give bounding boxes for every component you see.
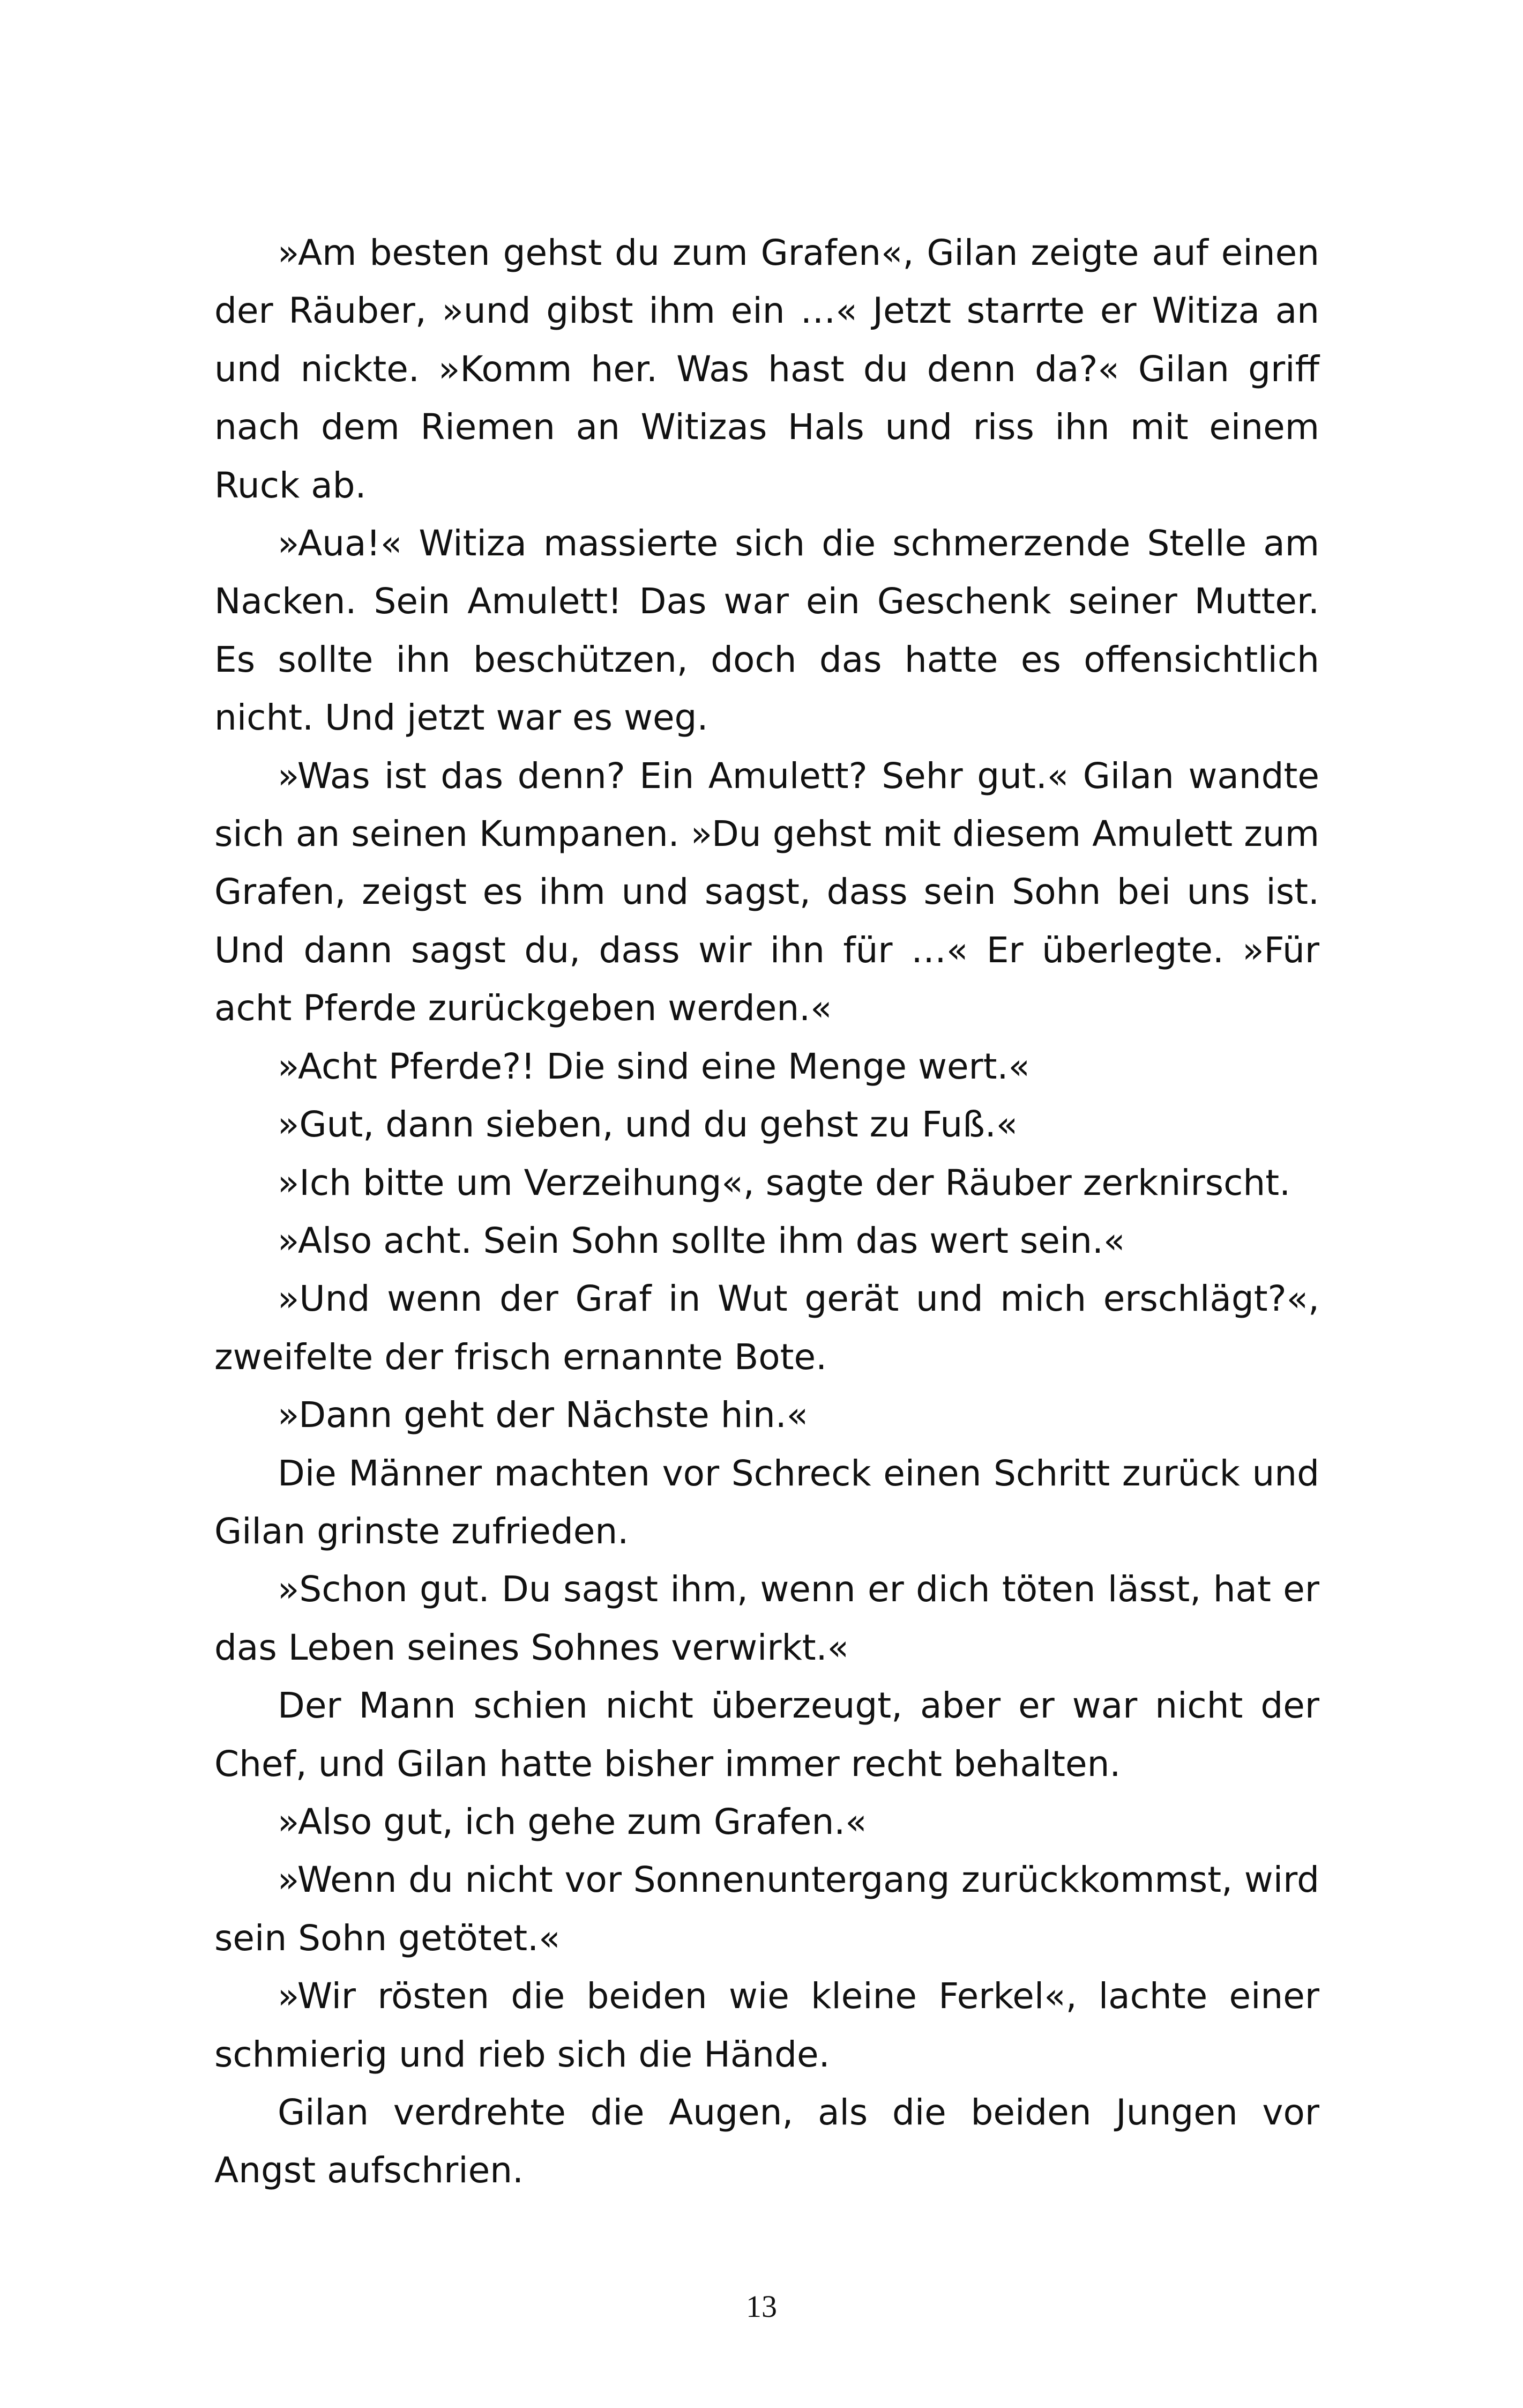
paragraph: »Wir rösten die beiden wie kleine Ferkel«, lachte einer schmierig und rieb sich die Hände.	[214, 1975, 1319, 2075]
paragraph: »Also acht. Sein Sohn sollte ihm das wert sein.«	[278, 1220, 1125, 1261]
paragraph: Der Mann schien nicht überzeugt, aber er war nicht der Chef, und Gilan hatte bisher immer recht behalten.	[214, 1685, 1319, 1785]
paragraph: »Dann geht der Nächste hin.«	[278, 1394, 809, 1436]
paragraph: »Wenn du nicht vor Sonnenuntergang zurückkommst, wird sein Sohn getötet.«	[214, 1859, 1319, 1959]
page-number: 13	[746, 2289, 777, 2324]
paragraph: »Am besten gehst du zum Grafen«, Gilan zeigte auf einen der Räuber, »und gibst ihm ein …« Jetzt starrte er Witiza an und nickte. »Komm her. Was hast du denn da?« Gilan griff nach dem Riemen an Witizas Hals und riss ihn mit einem Ruck ab.	[214, 232, 1319, 506]
paragraph: »Und wenn der Graf in Wut gerät und mich erschlägt?«, zweifelte der frisch ernannte Bote.	[214, 1278, 1319, 1378]
paragraph: »Aua!« Witiza massierte sich die schmerzende Stelle am Nacken. Sein Amulett! Das war ein Geschenk seiner Mutter. Es sollte ihn beschützen, doch das hatte es offensichtlich nicht. Und jetzt war es weg.	[214, 523, 1319, 739]
paragraph: Gilan verdrehte die Augen, als die beiden Jungen vor Angst aufschrien.	[214, 2092, 1319, 2191]
body-text	[214, 224, 1319, 2200]
paragraph: »Acht Pferde?! Die sind eine Menge wert.«	[278, 1045, 1030, 1087]
paragraph: »Ich bitte um Verzeihung«, sagte der Räuber zerknirscht.	[278, 1162, 1291, 1203]
paragraph: »Was ist das denn? Ein Amulett? Sehr gut.« Gilan wandte sich an seinen Kumpanen. »Du gehst mit diesem Amulett zum Grafen, zeigst es ihm und sagst, dass sein Sohn bei uns ist. Und dann sagst du, dass wir ihn für …« Er überlegte. »Für acht Pferde zurückgeben werden.«	[214, 755, 1319, 1029]
paragraph: »Schon gut. Du sagst ihm, wenn er dich töten lässt, hat er das Leben seines Sohnes verwirkt.«	[214, 1569, 1319, 1668]
paragraph: »Also gut, ich gehe zum Grafen.«	[278, 1801, 867, 1842]
paragraph: »Gut, dann sieben, und du gehst zu Fuß.«	[278, 1104, 1018, 1146]
paragraph: Die Männer machten vor Schreck einen Schritt zurück und Gilan grinste zufrieden.	[214, 1452, 1319, 1552]
